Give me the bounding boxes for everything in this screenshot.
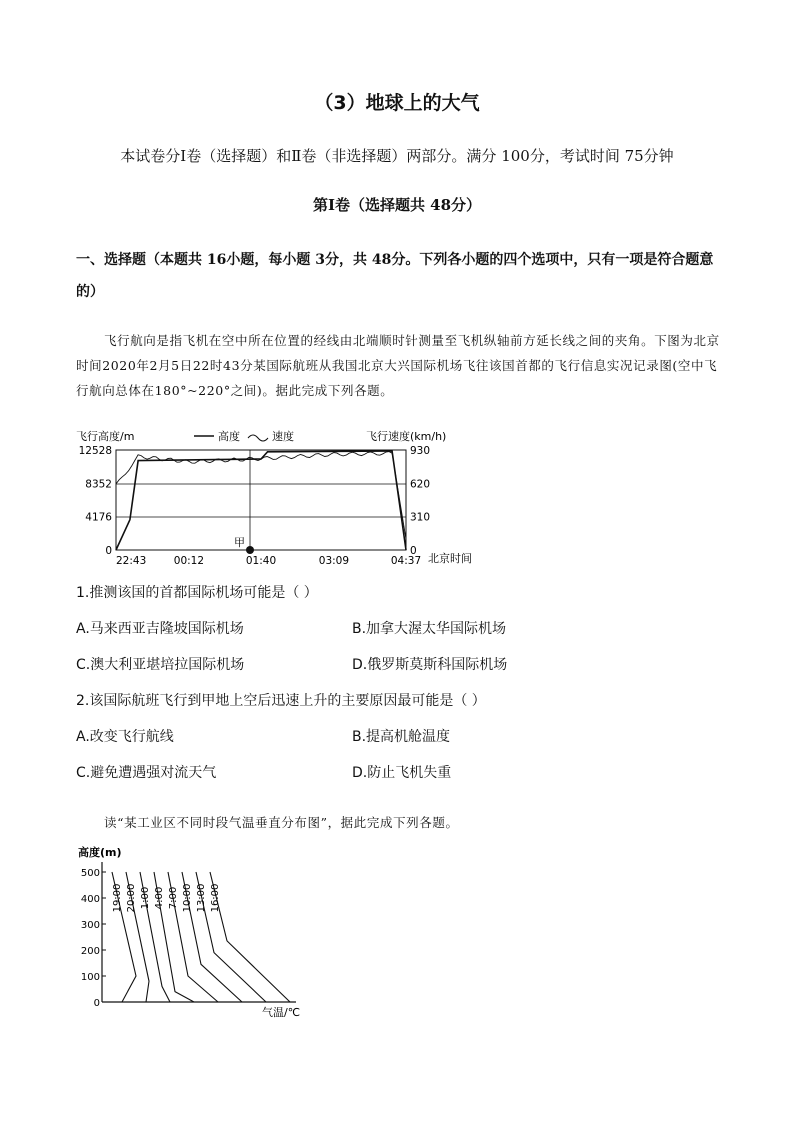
q1-option-b[interactable]: B.加拿大渥太华国际机场 (352, 621, 507, 637)
series-label: 13:00 (196, 883, 207, 913)
y-left-tick-label: 4176 (85, 511, 112, 524)
y-right-tick-label: 930 (410, 445, 431, 457)
series-label: 16:00 (210, 883, 221, 913)
q2-option-c[interactable]: C.避免遭遇强对流天气 (76, 765, 217, 781)
q2-option-d[interactable]: D.防止飞机失重 (352, 765, 452, 781)
flight-record-chart (76, 428, 496, 568)
series-label: 10:00 (182, 883, 193, 913)
series-label: 19:00 (112, 883, 123, 913)
marker-label-jia: 甲 (234, 536, 245, 549)
x-axis-title: 气温/℃ (262, 1006, 301, 1019)
legend-speed-swatch (248, 435, 268, 441)
legend-speed: 速度 (272, 430, 294, 443)
series-label: 7:00 (168, 886, 179, 910)
section-heading: 一、选择题（本题共 16小题，每小题 3分，共 48分。下列各小题的四个选项中，只有一项是符合题意的） (76, 252, 714, 300)
x-tick-label: 00:12 (173, 555, 205, 567)
series-label: 4:00 (154, 886, 165, 910)
y-tick-label: 0 (93, 998, 100, 1009)
y-left-tick-label: 12528 (78, 445, 112, 457)
x-tick-label: 04:37 (390, 555, 422, 567)
x-tick-label: 22:43 (116, 555, 147, 567)
q1-option-c[interactable]: C.澳大利亚堪培拉国际机场 (76, 657, 245, 673)
y-tick-label: 400 (80, 894, 100, 905)
y-right-title: 飞行速度(km/h) (366, 430, 447, 443)
y-tick-label: 300 (80, 920, 100, 931)
y-axis-title: 高度(m) (78, 846, 122, 859)
passage-flight: 飞行航向是指飞机在空中所在位置的经线由北端顺时针测量至飞机纵轴前方延长线之间的夹角。下图为北京时间2020年2月5日22时43分某国际航班从我国北京大兴国际机场飞往该国首都的飞行信息实况记录图(空中飞行航向总体在180°~220°之间)。据此完成下列各题。 (76, 333, 720, 398)
volume-heading: 第Ⅰ卷（选择题共 48分） (312, 196, 482, 214)
plot-frame (116, 450, 406, 550)
altitude-series-line (116, 451, 406, 550)
y-right-tick-label: 0 (410, 545, 417, 557)
marker-point-jia (246, 546, 254, 554)
x-axis-title: 北京时间 (428, 552, 472, 565)
y-tick-label: 100 (80, 972, 100, 983)
q2-option-b[interactable]: B.提高机舱温度 (352, 729, 451, 745)
series-label: 1:00 (140, 886, 151, 910)
series-label: 20:00 (126, 883, 137, 913)
legend-altitude: 高度 (218, 430, 240, 443)
question-2-stem: 2.该国际航班飞行到甲地上空后迅速上升的主要原因最可能是（ ） (76, 693, 486, 709)
y-tick-label: 500 (80, 868, 100, 879)
passage-temperature: 读“某工业区不同时段气温垂直分布图”，据此完成下列各题。 (104, 815, 459, 830)
y-right-tick-label: 620 (410, 478, 431, 491)
q1-option-d[interactable]: D.俄罗斯莫斯科国际机场 (352, 657, 508, 673)
y-left-tick-label: 8352 (85, 478, 112, 491)
q2-option-a[interactable]: A.改变飞行航线 (76, 729, 174, 745)
x-tick-label: 03:09 (318, 555, 350, 567)
page-title: （3）地球上的大气 (314, 92, 480, 114)
temperature-series-line (210, 872, 290, 1002)
temperature-profile-chart (76, 842, 316, 1022)
y-left-tick-label: 0 (105, 545, 112, 557)
y-left-title: 飞行高度/m (76, 430, 135, 443)
speed-series-line (116, 452, 406, 540)
q1-option-a[interactable]: A.马来西亚吉隆坡国际机场 (76, 621, 244, 637)
exam-instructions: 本试卷分Ⅰ卷（选择题）和Ⅱ卷（非选择题）两部分。满分 100分，考试时间 75分钟 (120, 147, 674, 165)
y-right-tick-label: 310 (410, 511, 431, 524)
y-tick-label: 200 (80, 946, 100, 957)
question-1-stem: 1.推测该国的首都国际机场可能是（ ） (76, 585, 318, 601)
x-tick-label: 01:40 (245, 555, 277, 567)
